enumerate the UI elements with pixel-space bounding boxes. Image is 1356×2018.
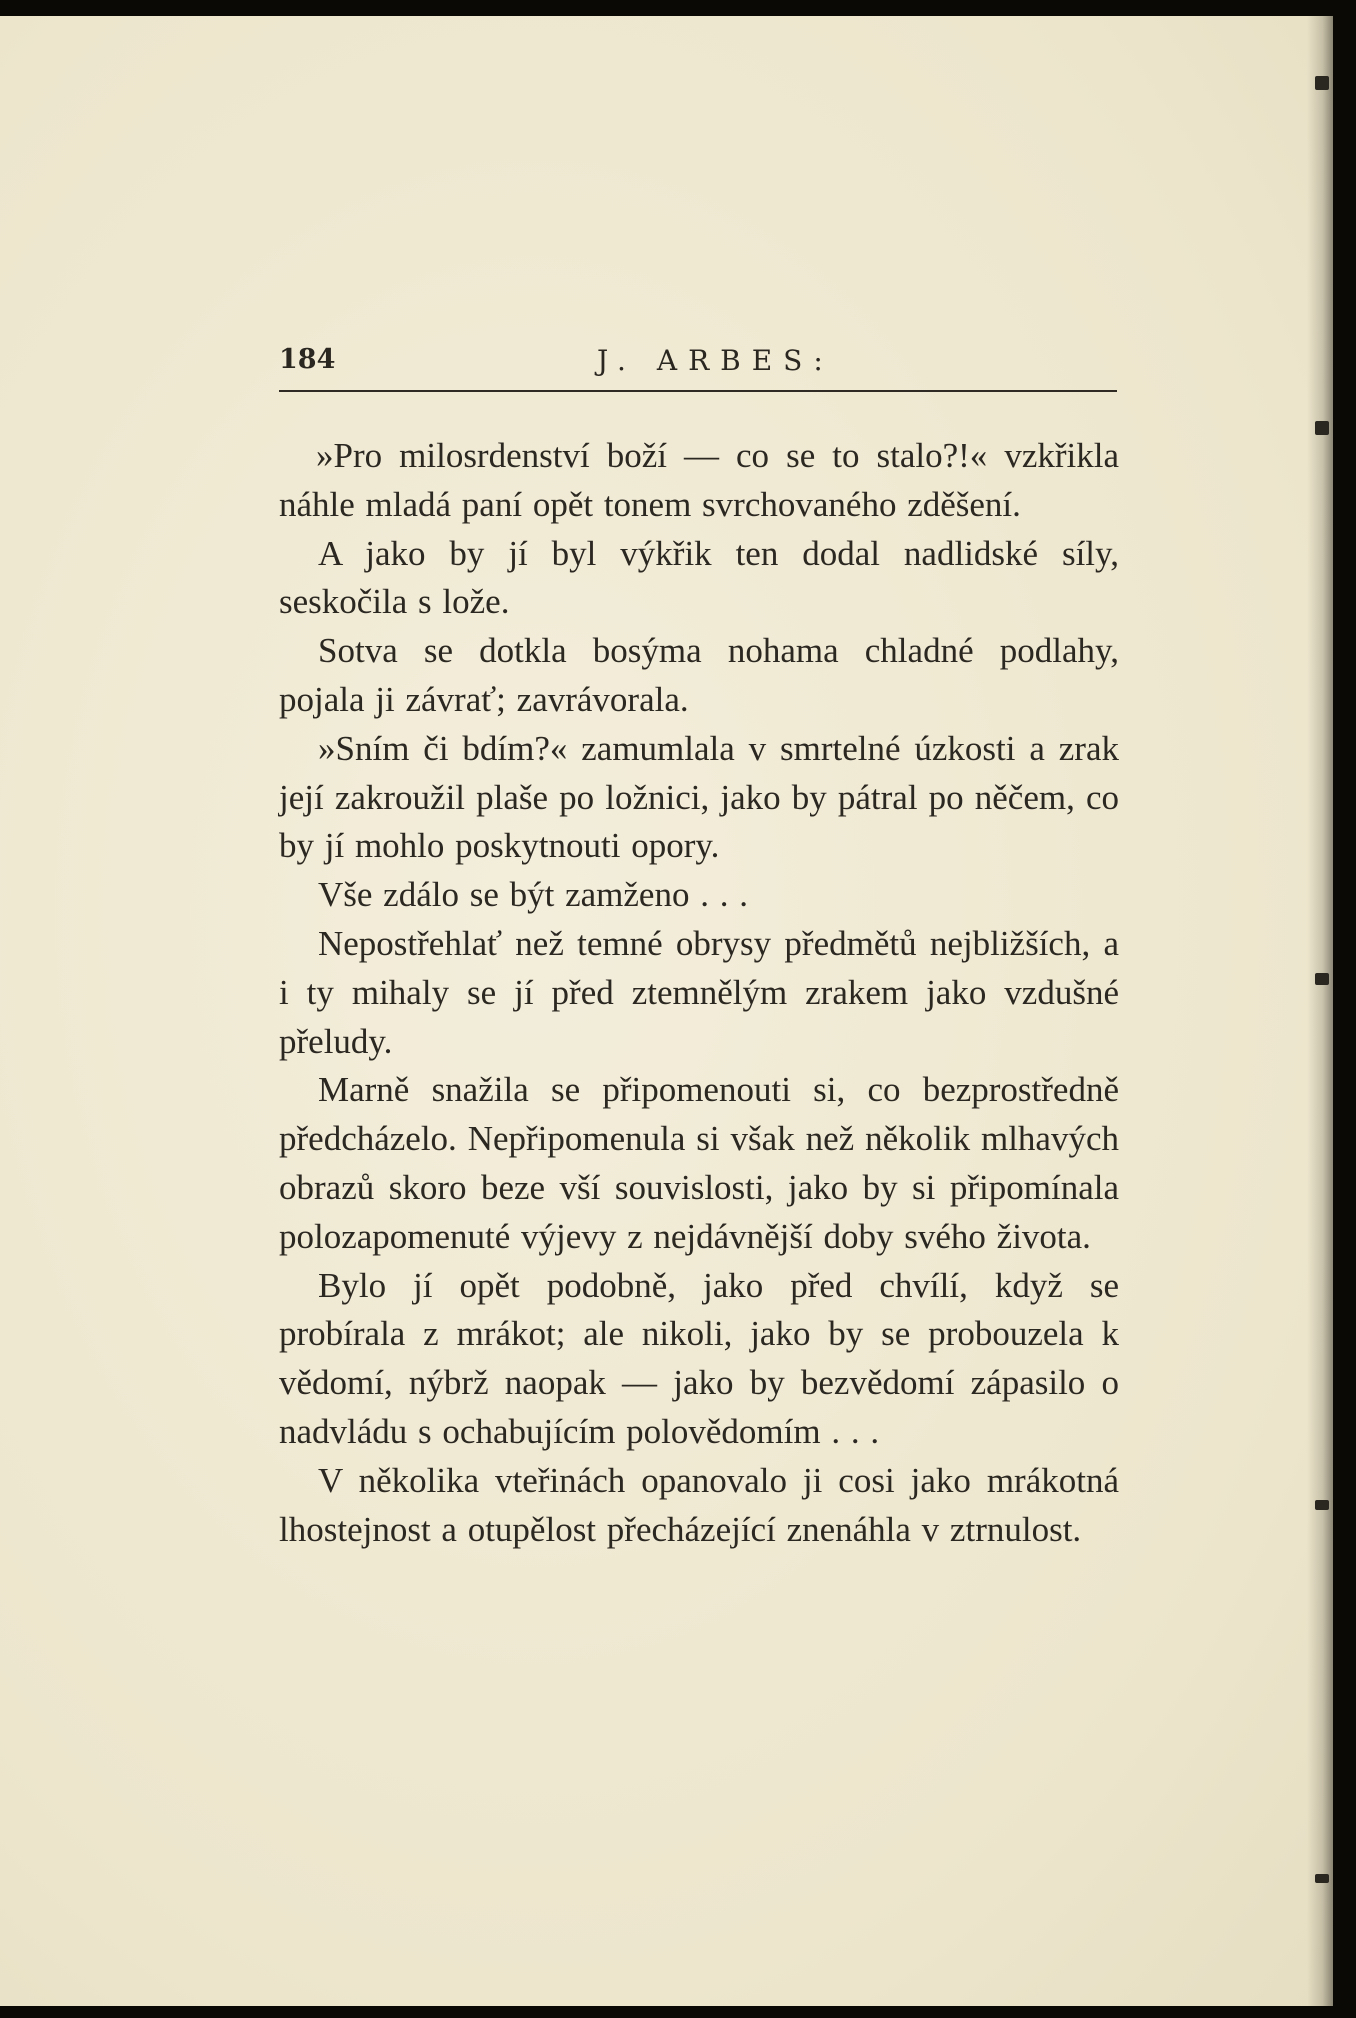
paragraph: »Sním či bdím?« zamumlala v smrtelné úzkosti a zrak její zakroužil plaše po ložnici, jako by pátral po něčem, co by jí mohlo poskytnouti opory. <box>279 728 1119 866</box>
paragraph: »Pro milosrdenství boží — co se to stalo?!« vzkřikla náhle mladá paní opět tonem svrchovaného zděšení. <box>279 436 1119 524</box>
edge-mark <box>1315 1874 1329 1883</box>
page-header <box>279 344 1117 392</box>
edge-mark <box>1315 1500 1329 1510</box>
paragraph: Nepostřehlať než temné obrysy předmětů nejbližších, a i ty mihaly se jí před ztemnělým zrakem jako vzdušné přeludy. <box>279 923 1119 1061</box>
paragraph: Marně snažila se připomenouti si, co bezprostředně předcházelo. Nepřipomenula si však než několik mlhavých obrazů skoro beze vší souvislosti, jako by si připomínala polozapomenuté výjevy z nejdávnější doby svého života. <box>279 1070 1119 1256</box>
edge-mark <box>1315 76 1329 90</box>
book-page <box>0 16 1333 2006</box>
body-text <box>279 432 1119 1554</box>
page-number: 184 <box>279 344 336 375</box>
running-head: J. ARBES: <box>597 344 834 377</box>
paragraph: V několika vteřinách opanovalo ji cosi jako mrákotná lhostejnost a otupělost přecházející znenáhla v ztrnulost. <box>279 1460 1119 1549</box>
paragraph: Bylo jí opět podobně, jako před chvílí, když se probírala z mrákot; ale nikoli, jako by se probouzela k vědomí, nýbrž naopak — jako by bezvědomí zápasilo o nadvládu s ochabujícím polovědomím . . . <box>279 1265 1119 1451</box>
edge-mark <box>1315 421 1329 435</box>
paragraph: Sotva se dotkla bosýma nohama chladné podlahy, pojala ji závrať; zavrávorala. <box>279 631 1119 719</box>
page-edge-shadow <box>1307 16 1333 2006</box>
paragraph: Vše zdálo se být zamženo . . . <box>318 875 748 915</box>
paragraph: A jako by jí byl výkřik ten dodal nadlidské síly, seskočila s lože. <box>279 533 1119 622</box>
edge-mark <box>1315 973 1329 985</box>
